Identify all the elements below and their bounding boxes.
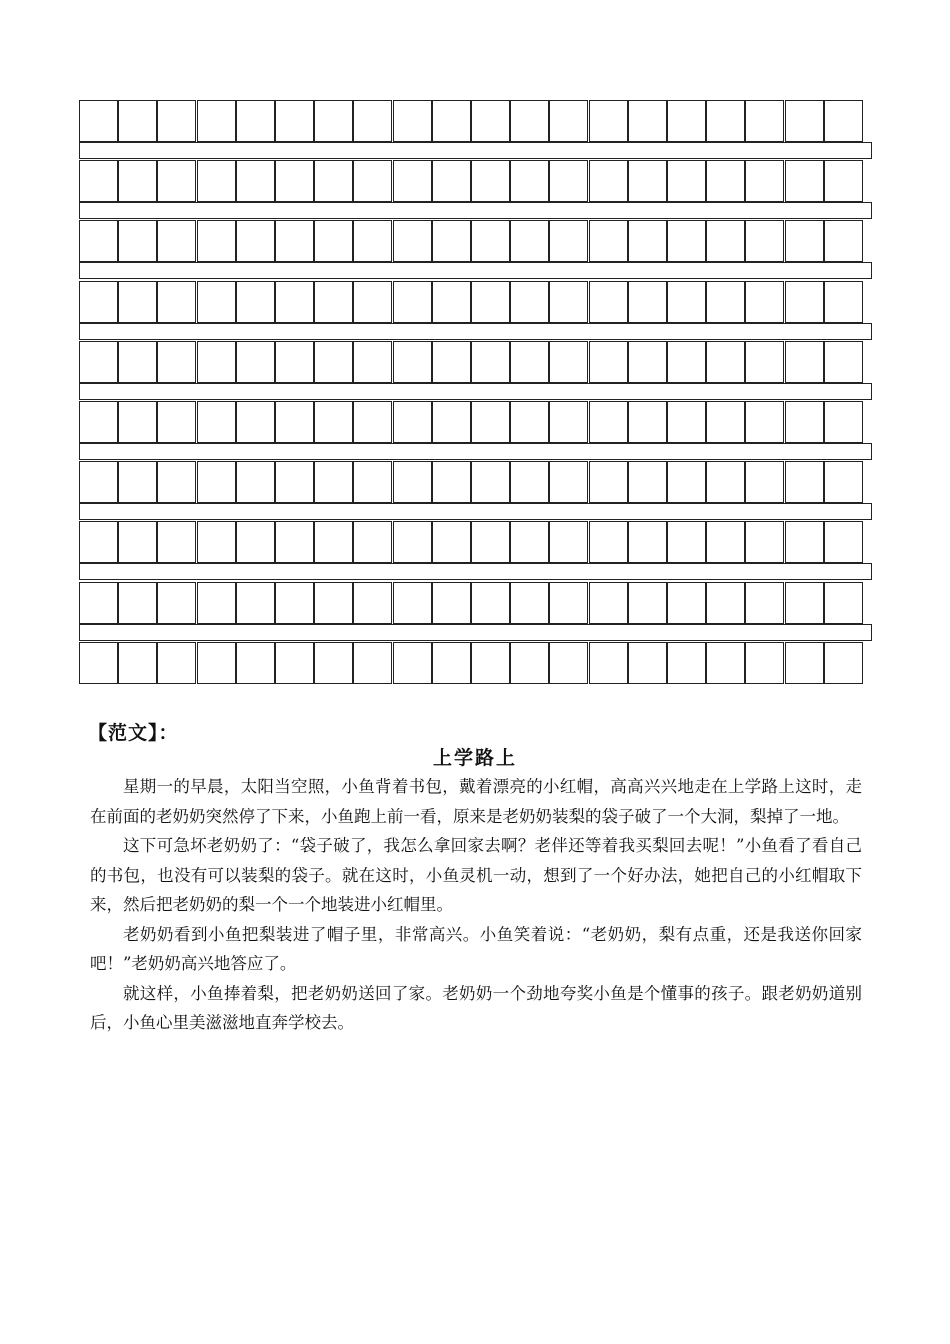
grid-cell <box>157 401 196 443</box>
grid-cell <box>275 521 314 563</box>
grid-cell <box>157 160 196 202</box>
grid-cell <box>197 100 236 142</box>
grid-cell <box>197 160 236 202</box>
grid-cell <box>667 642 706 684</box>
essay-title: 上学路上 <box>432 747 517 769</box>
grid-cell <box>824 100 863 142</box>
grid-cell <box>706 521 745 563</box>
grid-cell <box>236 220 275 262</box>
grid-cell <box>745 642 784 684</box>
grid-cell <box>785 401 824 443</box>
grid-cell <box>79 461 118 503</box>
grid-cell <box>471 341 510 383</box>
grid-row-spacer <box>79 202 872 219</box>
grid-cell <box>432 100 471 142</box>
grid-cell <box>510 341 549 383</box>
grid-cell <box>628 100 667 142</box>
grid-cell <box>471 281 510 323</box>
grid-cell <box>118 642 157 684</box>
grid-cell <box>785 220 824 262</box>
grid-cell <box>432 220 471 262</box>
grid-cell <box>589 521 628 563</box>
grid-cell <box>549 220 588 262</box>
grid-cell <box>236 100 275 142</box>
grid-cell <box>275 160 314 202</box>
grid-cell <box>510 642 549 684</box>
grid-cell <box>236 401 275 443</box>
sample-essay-label: 【范文】： <box>88 722 179 744</box>
grid-cell <box>706 100 745 142</box>
grid-cell <box>353 100 392 142</box>
grid-row-spacer <box>79 142 872 159</box>
grid-cell <box>118 582 157 624</box>
grid-cell <box>118 521 157 563</box>
essay-paragraph: 就这样，小鱼捧着梨，把老奶奶送回了家。老奶奶一个劲地夸奖小鱼是个懂事的孩子。跟老奶奶道别后，小鱼心里美滋滋地直奔学校去。 <box>90 983 862 1032</box>
grid-cell <box>314 642 353 684</box>
grid-cell <box>197 220 236 262</box>
grid-cell <box>628 582 667 624</box>
grid-cell <box>353 582 392 624</box>
grid-cell <box>824 281 863 323</box>
grid-cell <box>157 341 196 383</box>
grid-cell <box>824 401 863 443</box>
grid-cell <box>549 461 588 503</box>
grid-cell <box>353 160 392 202</box>
grid-cell <box>471 642 510 684</box>
grid-row-spacer <box>79 503 872 520</box>
grid-cell <box>589 160 628 202</box>
grid-cell <box>79 220 118 262</box>
grid-cell <box>275 461 314 503</box>
grid-cell <box>79 160 118 202</box>
grid-cell <box>197 582 236 624</box>
grid-cell <box>314 461 353 503</box>
grid-cell <box>706 461 745 503</box>
grid-cell <box>314 100 353 142</box>
grid-cell <box>79 100 118 142</box>
grid-cell <box>667 461 706 503</box>
grid-cell <box>706 341 745 383</box>
grid-cell <box>549 281 588 323</box>
grid-cell <box>745 401 784 443</box>
grid-cell <box>785 341 824 383</box>
grid-cell <box>197 521 236 563</box>
grid-cell <box>824 160 863 202</box>
grid-cell <box>589 582 628 624</box>
grid-cell <box>706 642 745 684</box>
grid-cell <box>785 100 824 142</box>
grid-cell <box>275 100 314 142</box>
grid-cell <box>824 582 863 624</box>
grid-cell <box>236 160 275 202</box>
grid-cell <box>236 521 275 563</box>
grid-cell <box>589 461 628 503</box>
grid-cell <box>118 100 157 142</box>
grid-cell <box>824 461 863 503</box>
grid-cell <box>510 521 549 563</box>
grid-cell <box>628 401 667 443</box>
grid-cell <box>353 220 392 262</box>
grid-cell <box>393 341 432 383</box>
grid-cell <box>471 401 510 443</box>
grid-cell <box>432 160 471 202</box>
grid-cell <box>157 281 196 323</box>
grid-cell <box>314 341 353 383</box>
grid-cell <box>471 160 510 202</box>
grid-cell <box>314 281 353 323</box>
grid-cell <box>393 642 432 684</box>
grid-cell <box>785 160 824 202</box>
grid-cell <box>157 582 196 624</box>
grid-cell <box>79 341 118 383</box>
grid-cell <box>236 461 275 503</box>
essay-paragraph: 星期一的早晨，太阳当空照，小鱼背着书包，戴着漂亮的小红帽，高高兴兴地走在上学路上这时，走在前面的老奶奶突然停了下来，小鱼跑上前一看，原来是老奶奶装梨的袋子破了一个大洞，梨掉了一地。 <box>90 777 862 826</box>
grid-cell <box>785 281 824 323</box>
grid-cell <box>628 461 667 503</box>
grid-cell <box>785 582 824 624</box>
grid-cell <box>667 160 706 202</box>
grid-cell <box>628 160 667 202</box>
grid-cell <box>314 582 353 624</box>
grid-cell <box>353 401 392 443</box>
grid-cell <box>549 582 588 624</box>
grid-cell <box>471 582 510 624</box>
grid-cell <box>706 220 745 262</box>
grid-cell <box>589 401 628 443</box>
grid-cell <box>79 521 118 563</box>
grid-cell <box>471 461 510 503</box>
grid-cell <box>824 341 863 383</box>
grid-cell <box>393 521 432 563</box>
grid-cell <box>432 582 471 624</box>
grid-cell <box>353 341 392 383</box>
grid-cell <box>745 461 784 503</box>
grid-cell <box>471 100 510 142</box>
grid-cell <box>197 281 236 323</box>
grid-cell <box>393 582 432 624</box>
grid-cell <box>432 461 471 503</box>
grid-cell <box>549 100 588 142</box>
grid-cell <box>118 281 157 323</box>
grid-cell <box>510 220 549 262</box>
grid-cell <box>745 160 784 202</box>
grid-cell <box>824 220 863 262</box>
grid-cell <box>510 461 549 503</box>
grid-row-spacer <box>79 323 872 340</box>
grid-cell <box>157 521 196 563</box>
essay-paragraph: 老奶奶看到小鱼把梨装进了帽子里，非常高兴。小鱼笑着说：“老奶奶，梨有点重，还是我送你回家吧！”老奶奶高兴地答应了。 <box>90 924 862 973</box>
grid-cell <box>197 341 236 383</box>
grid-cell <box>432 281 471 323</box>
grid-cell <box>667 582 706 624</box>
grid-cell <box>471 220 510 262</box>
grid-cell <box>667 521 706 563</box>
grid-cell <box>510 281 549 323</box>
grid-cell <box>589 220 628 262</box>
grid-cell <box>432 341 471 383</box>
grid-cell <box>393 100 432 142</box>
grid-cell <box>79 582 118 624</box>
grid-cell <box>197 461 236 503</box>
grid-cell <box>353 642 392 684</box>
grid-cell <box>118 461 157 503</box>
grid-cell <box>197 401 236 443</box>
grid-cell <box>785 461 824 503</box>
grid-cell <box>589 642 628 684</box>
grid-cell <box>275 582 314 624</box>
grid-cell <box>667 281 706 323</box>
grid-cell <box>236 642 275 684</box>
grid-cell <box>628 521 667 563</box>
grid-cell <box>549 341 588 383</box>
grid-cell <box>157 100 196 142</box>
grid-cell <box>432 401 471 443</box>
grid-cell <box>628 281 667 323</box>
grid-cell <box>785 642 824 684</box>
grid-cell <box>432 642 471 684</box>
grid-cell <box>157 642 196 684</box>
essay-body <box>90 772 862 1038</box>
grid-cell <box>393 220 432 262</box>
grid-cell <box>549 642 588 684</box>
grid-cell <box>79 281 118 323</box>
grid-cell <box>667 220 706 262</box>
grid-cell <box>118 341 157 383</box>
grid-cell <box>157 461 196 503</box>
grid-cell <box>236 582 275 624</box>
grid-cell <box>510 582 549 624</box>
grid-row-spacer <box>79 383 872 400</box>
grid-cell <box>275 220 314 262</box>
essay-paragraph: 这下可急坏老奶奶了：“袋子破了，我怎么拿回家去啊？老伴还等着我买梨回去呢！”小鱼看了看自己的书包，也没有可以装梨的袋子。就在这时，小鱼灵机一动，想到了一个好办法，她把自己的小红帽取下来，然后把老奶奶的梨一个一个地装进小红帽里。 <box>90 836 862 914</box>
grid-cell <box>157 220 196 262</box>
grid-cell <box>824 521 863 563</box>
grid-cell <box>667 100 706 142</box>
grid-row-spacer <box>79 563 872 580</box>
grid-cell <box>824 642 863 684</box>
grid-cell <box>118 160 157 202</box>
grid-cell <box>510 100 549 142</box>
grid-cell <box>628 220 667 262</box>
grid-cell <box>549 160 588 202</box>
grid-cell <box>353 461 392 503</box>
grid-row-spacer <box>79 262 872 279</box>
grid-cell <box>628 642 667 684</box>
grid-cell <box>549 401 588 443</box>
grid-cell <box>745 341 784 383</box>
grid-cell <box>432 521 471 563</box>
grid-cell <box>314 160 353 202</box>
grid-row-spacer <box>79 443 872 460</box>
grid-cell <box>275 642 314 684</box>
grid-cell <box>393 281 432 323</box>
grid-cell <box>510 160 549 202</box>
grid-cell <box>275 281 314 323</box>
grid-cell <box>236 281 275 323</box>
grid-cell <box>510 401 549 443</box>
grid-cell <box>393 461 432 503</box>
grid-cell <box>79 401 118 443</box>
grid-cell <box>549 521 588 563</box>
grid-cell <box>275 341 314 383</box>
grid-cell <box>589 341 628 383</box>
grid-cell <box>314 521 353 563</box>
grid-cell <box>589 281 628 323</box>
grid-cell <box>589 100 628 142</box>
grid-cell <box>745 582 784 624</box>
grid-cell <box>706 160 745 202</box>
grid-cell <box>393 401 432 443</box>
grid-cell <box>667 401 706 443</box>
grid-cell <box>628 341 667 383</box>
grid-cell <box>118 401 157 443</box>
grid-cell <box>706 401 745 443</box>
grid-cell <box>471 521 510 563</box>
grid-cell <box>314 401 353 443</box>
grid-cell <box>236 341 275 383</box>
grid-cell <box>197 642 236 684</box>
grid-cell <box>353 521 392 563</box>
grid-cell <box>745 220 784 262</box>
grid-cell <box>706 281 745 323</box>
grid-cell <box>785 521 824 563</box>
grid-cell <box>706 582 745 624</box>
grid-cell <box>745 100 784 142</box>
grid-cell <box>393 160 432 202</box>
grid-cell <box>745 281 784 323</box>
grid-cell <box>745 521 784 563</box>
grid-cell <box>667 341 706 383</box>
grid-row-spacer <box>79 624 872 641</box>
grid-cell <box>79 642 118 684</box>
grid-cell <box>118 220 157 262</box>
grid-cell <box>275 401 314 443</box>
grid-cell <box>314 220 353 262</box>
grid-cell <box>353 281 392 323</box>
